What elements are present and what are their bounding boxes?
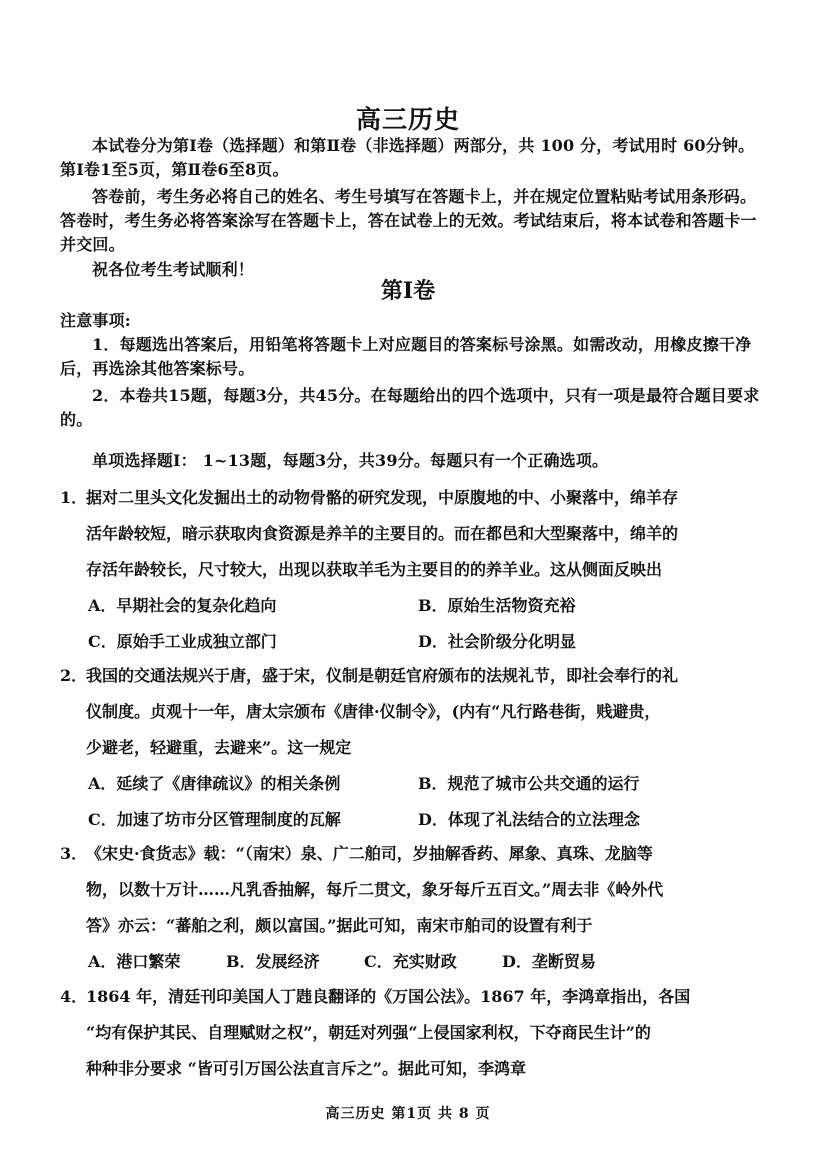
question-line xyxy=(60,658,760,694)
question-1 xyxy=(60,480,760,660)
question-line: “均有保护其民、自理赋财之权”，朝廷对列强“上侵国家利权，下夺商民生计”的 xyxy=(86,1023,651,1042)
options-row xyxy=(60,588,760,624)
notes-heading: 注意事项: xyxy=(60,311,131,330)
option-a: A．港口繁荣 xyxy=(88,952,181,971)
question-3 xyxy=(60,836,760,980)
option-d: D．社会阶级分化明显 xyxy=(418,632,576,651)
option-b: B．原始生活物资充裕 xyxy=(418,596,576,615)
question-text: 《宋史·食货志》载：“（南宋）泉、广二舶司，岁抽解香药、犀象、真珠、龙脑等 xyxy=(86,844,653,863)
question-line: 种种非分要求 “皆可引万国公法直言斥之”。据此可知，李鸿章 xyxy=(86,1059,526,1078)
question-number: 1． xyxy=(60,488,88,507)
options-row xyxy=(60,766,760,802)
option-a: A．早期社会的复杂化趋向 xyxy=(88,596,277,615)
question-number: 4． xyxy=(60,987,88,1006)
question-4 xyxy=(60,979,760,1087)
question-line: 存活年龄较长，尺寸较大，出现以获取羊毛为主要目的的养羊业。这从侧面反映出 xyxy=(86,560,663,579)
question-line: 活年龄较短，暗示获取肉食资源是养羊的主要目的。而在都邑和大型聚落中，绵羊的 xyxy=(86,524,679,543)
options-row xyxy=(60,624,760,660)
question-line xyxy=(60,480,760,516)
question-text: 我国的交通法规兴于唐，盛于宋，仪制是朝廷官府颁布的法规礼节，即社会奉行的礼 xyxy=(86,666,679,685)
question-text: 1864 年，清廷刊印美国人丁韪良翻译的《万国公法》。1867 年，李鸿章指出，各国 xyxy=(86,987,691,1006)
intro-paragraph-3: 祝各位考生考试顺利！ xyxy=(92,260,255,279)
intro-paragraph-1: 本试卷分为第Ⅰ卷（选择题）和第Ⅱ卷（非选择题）两部分，共 100 分，考试用时 60分钟。第Ⅰ卷1至5页，第Ⅱ卷6至8页。 xyxy=(60,136,755,179)
option-c: C．原始手工业成独立部门 xyxy=(88,632,277,651)
question-line xyxy=(60,979,760,1015)
question-number: 2． xyxy=(60,666,88,685)
note-2: 2．本卷共15题，每题3分，共45分。在每题给出的四个选项中，只有一项是最符合题目要求的。 xyxy=(60,386,760,429)
page-footer: 高三历史 第1页 共 8 页 xyxy=(325,1106,491,1122)
question-line: 物，以数十万计……凡乳香抽解，每斤二贯文，象牙每斤五百文。”周去非《岭外代 xyxy=(86,880,664,899)
question-number: 3． xyxy=(60,844,88,863)
intro-paragraph-2: 答卷前，考生务必将自己的姓名、考生号填写在答题卡上，并在规定位置粘贴考试用条形码。答卷时，考生务必将答案涂写在答题卡上，答在试卷上的无效。考试结束后，将本试卷和答题卡一并交回。 xyxy=(60,187,757,254)
option-c: C．加速了坊市分区管理制度的瓦解 xyxy=(88,810,341,829)
question-line: 少避老，轻避重，去避来”。这一规定 xyxy=(86,738,352,757)
exam-title: 高三历史 xyxy=(355,105,460,134)
question-line xyxy=(60,836,760,872)
question-2 xyxy=(60,658,760,838)
question-line: 答》亦云：“蕃舶之利，颇以富国。”据此可知，南宋市舶司的设置有利于 xyxy=(86,916,593,935)
option-d: D．体现了礼法结合的立法理念 xyxy=(418,810,640,829)
options-row xyxy=(60,802,760,838)
question-line: 仪制度。贞观十一年，唐太宗颁布《唐律·仪制令》，(内有“凡行路巷街，贱避贵， xyxy=(86,702,661,721)
option-c: C．充实财政 xyxy=(364,952,457,971)
option-b: B．规范了城市公共交通的运行 xyxy=(418,774,640,793)
note-1: 1．每题选出答案后，用铅笔将答题卡上对应题目的答案标号涂黑。如需改动，用橡皮擦干净后，再选涂其他答案标号。 xyxy=(60,335,752,378)
section-title: 第Ⅰ卷 xyxy=(380,278,436,304)
option-d: D．垄断贸易 xyxy=(502,952,596,971)
single-choice-heading: 单项选择题Ⅰ： 1~13题，每题3分，共39分。每题只有一个正确选项。 xyxy=(92,451,609,470)
option-b: B．发展经济 xyxy=(226,952,320,971)
option-a: A．延续了《唐律疏议》的相关条例 xyxy=(88,774,341,793)
options-row xyxy=(60,944,760,980)
question-text: 据对二里头文化发掘出土的动物骨骼的研究发现，中原腹地的中、小聚落中，绵羊存 xyxy=(86,488,679,507)
